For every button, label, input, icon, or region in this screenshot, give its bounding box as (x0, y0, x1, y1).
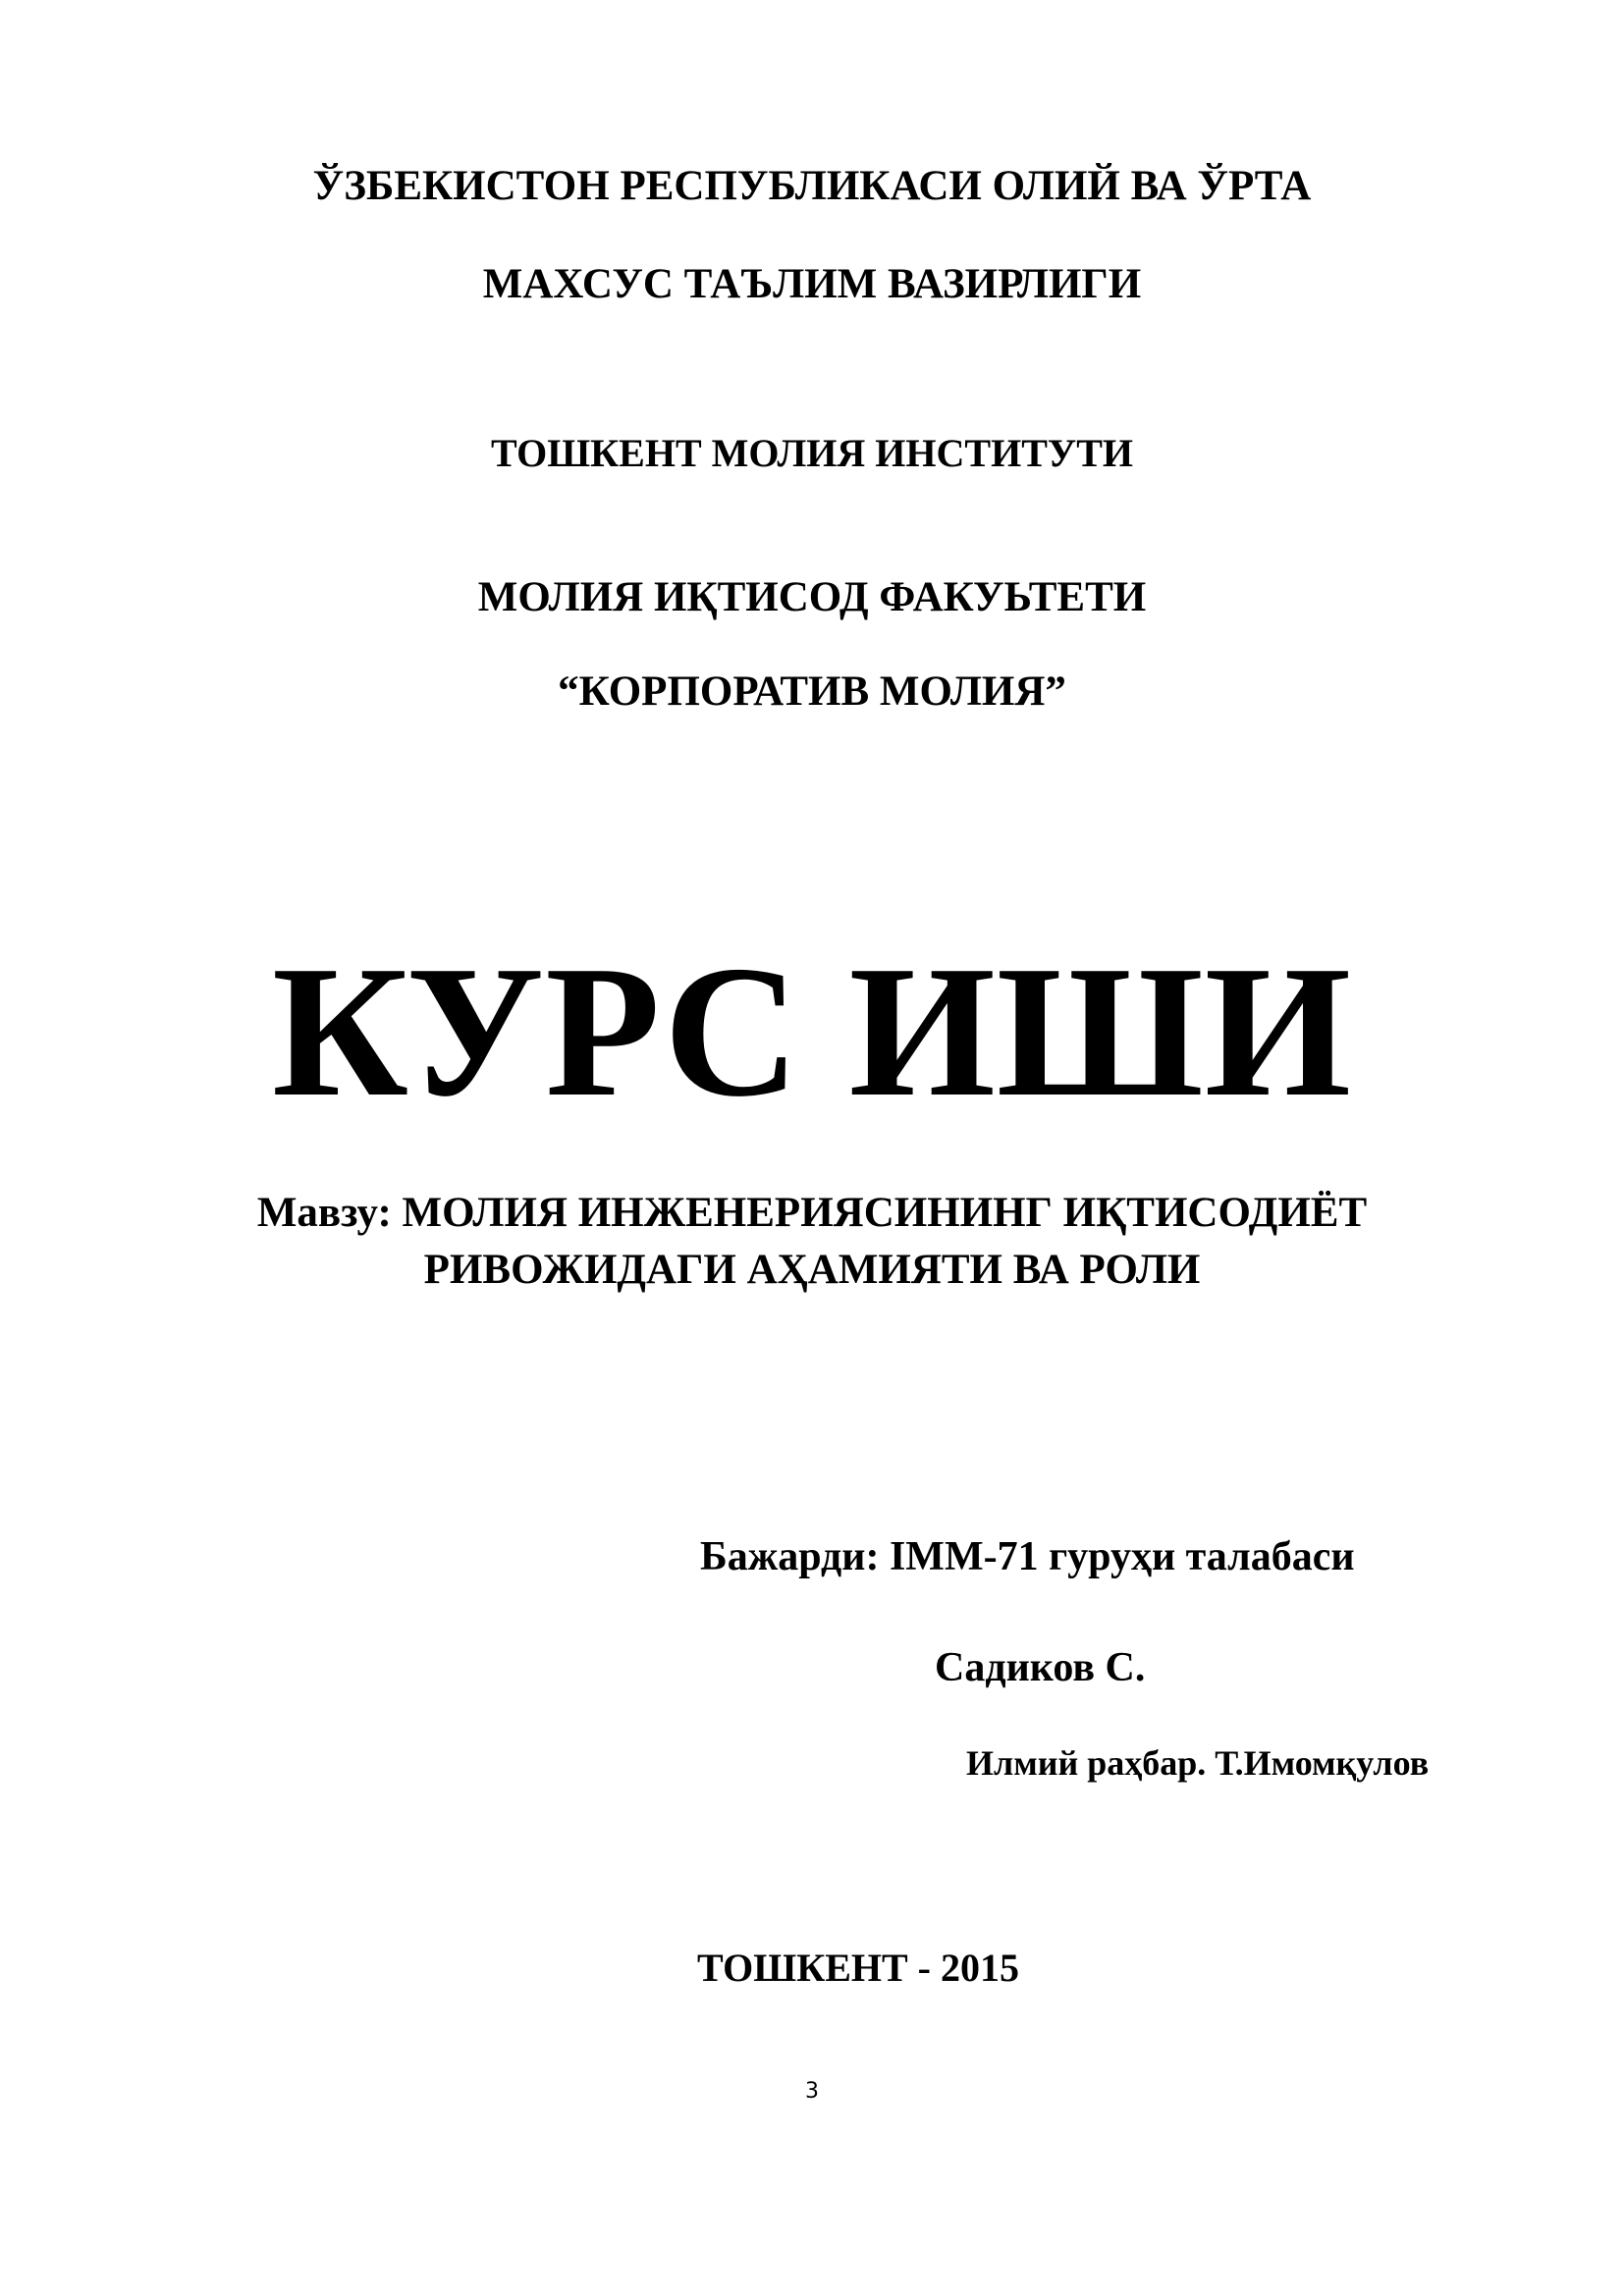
page-number: 3 (805, 2079, 819, 2104)
advisor-name: Илмий раҳбар. Т.Имомқулов (966, 1743, 1430, 1783)
institute-name: ТОШКЕНТ МОЛИЯ ИНСТИТУТИ (490, 431, 1134, 475)
student-name: Садиков С. (935, 1645, 1146, 1690)
work-type-title: КУРС ИШИ (271, 927, 1353, 1136)
department-name: “КОРПОРАТИВ МОЛИЯ” (558, 668, 1066, 715)
faculty-name: МОЛИЯ ИҚТИСОД ФАКУЬТЕТИ (477, 574, 1147, 620)
ministry-line-2: МАХСУС ТАЪЛИМ ВАЗИРЛИГИ (482, 261, 1142, 307)
ministry-line-1: ЎЗБЕКИСТОН РЕСПУБЛИКАСИ ОЛИЙ ВА ЎРТА (312, 163, 1312, 209)
performed-by: Бажарди: IMM-71 гуруҳи талабаси (700, 1534, 1355, 1579)
topic-line-2: РИВОЖИДАГИ АҲАМИЯТИ ВА РОЛИ (423, 1247, 1201, 1293)
topic-line-1: Мавзу: МОЛИЯ ИНЖЕНЕРИЯСИНИНГ ИҚТИСОДИЁТ (256, 1190, 1368, 1236)
city-year: ТОШКЕНТ - 2015 (697, 1946, 1019, 1990)
